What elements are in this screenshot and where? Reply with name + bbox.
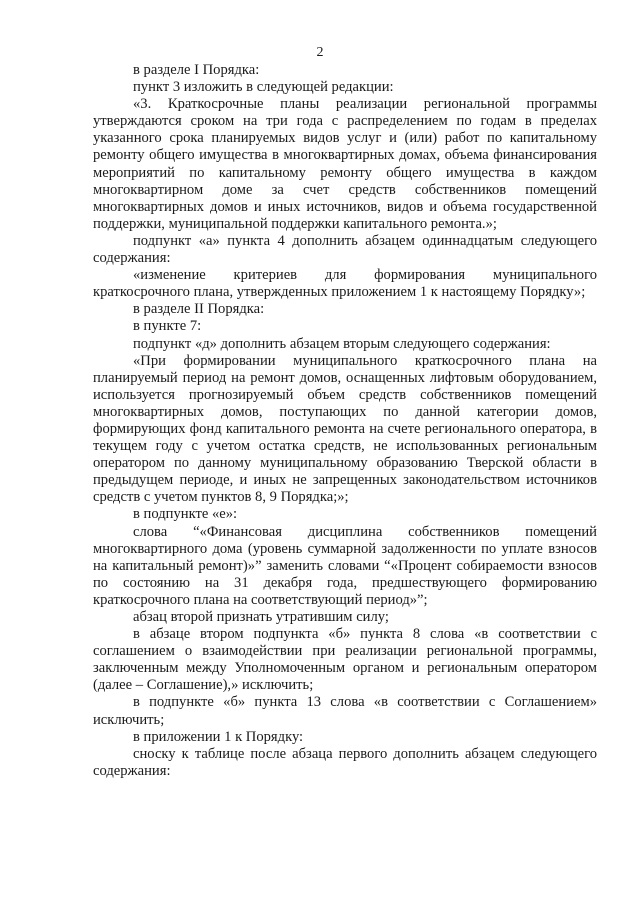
paragraph: пункт 3 изложить в следующей редакции: bbox=[133, 79, 394, 96]
paragraph: слова “«Финансовая дисциплина собственников помещений многоквартирного дома (уровень суммарной задолженности по уплате взносов на капитальный ремонт)»” заменить словами “«Процент собираемости взносов по состоянию на 31 декабря года, предшествующего формированию краткосрочного плана на соответствующий период»”; bbox=[93, 523, 597, 608]
paragraph: подпункт «а» пункта 4 дополнить абзацем одиннадцатым следующего содержания: bbox=[93, 232, 597, 267]
paragraph: «изменение критериев для формирования муниципального краткосрочного плана, утвержденных приложением 1 к настоящему Порядку»; bbox=[93, 267, 597, 301]
paragraph: абзац второй признать утратившим силу; bbox=[133, 609, 389, 625]
document-body bbox=[93, 62, 597, 780]
paragraph: в подпункте «б» пункта 13 слова «в соответствии с Соглашением» исключить; bbox=[93, 694, 597, 728]
paragraph: сноску к таблице после абзаца первого дополнить абзацем следующего содержания: bbox=[93, 745, 597, 779]
paragraph: в пункте 7: bbox=[133, 318, 202, 335]
paragraph: в абзаце втором подпункта «б» пункта 8 слова «в соответствии с соглашением о взаимодействии при реализации региональной программы, заключенным между Уполномоченным органом и региональным оператором (далее – Соглашение),» исключить; bbox=[93, 626, 597, 694]
paragraph: в приложении 1 к Порядку: bbox=[133, 728, 304, 745]
paragraph: «3. Краткосрочные планы реализации региональной программы утверждаются сроком на три года с распределением по годам в пределах указанного срока планируемых видов услуг и (или) работ по капитальному ремонту общего имущества в многоквартирных домах, объема финансирования мероприятий по капитальному ремонту общего имущества в каждом многоквартирном доме за счет средств собственников помещений многоквартирных домов и иных источников, видов и объема государственной поддержки, муниципальной поддержки капитального ремонта.»; bbox=[93, 96, 597, 232]
paragraph: в разделе II Порядка: bbox=[133, 301, 265, 318]
page-number: 2 bbox=[316, 45, 324, 60]
paragraph: подпункт «д» дополнить абзацем вторым следующего содержания: bbox=[133, 335, 551, 352]
paragraph: «При формировании муниципального краткосрочного плана на планируемый период на ремонт домов, оснащенных лифтовым оборудованием, используется прогнозируемый объем средств собственников помещений многоквартирных домов, поступающих по данной категории домов, формирующих фонд капитального ремонта на счете регионального оператора, в текущем году с учетом остатка средств, не использованных региональным оператором по данному муниципальному образованию Тверской области в предыдущем периоде, и иных не запрещенных законодательством источников средств с учетом пунктов 8, 9 Порядка;»; bbox=[93, 352, 597, 506]
paragraph: в разделе I Порядка: bbox=[133, 62, 260, 78]
paragraph: в подпункте «е»: bbox=[133, 506, 238, 523]
